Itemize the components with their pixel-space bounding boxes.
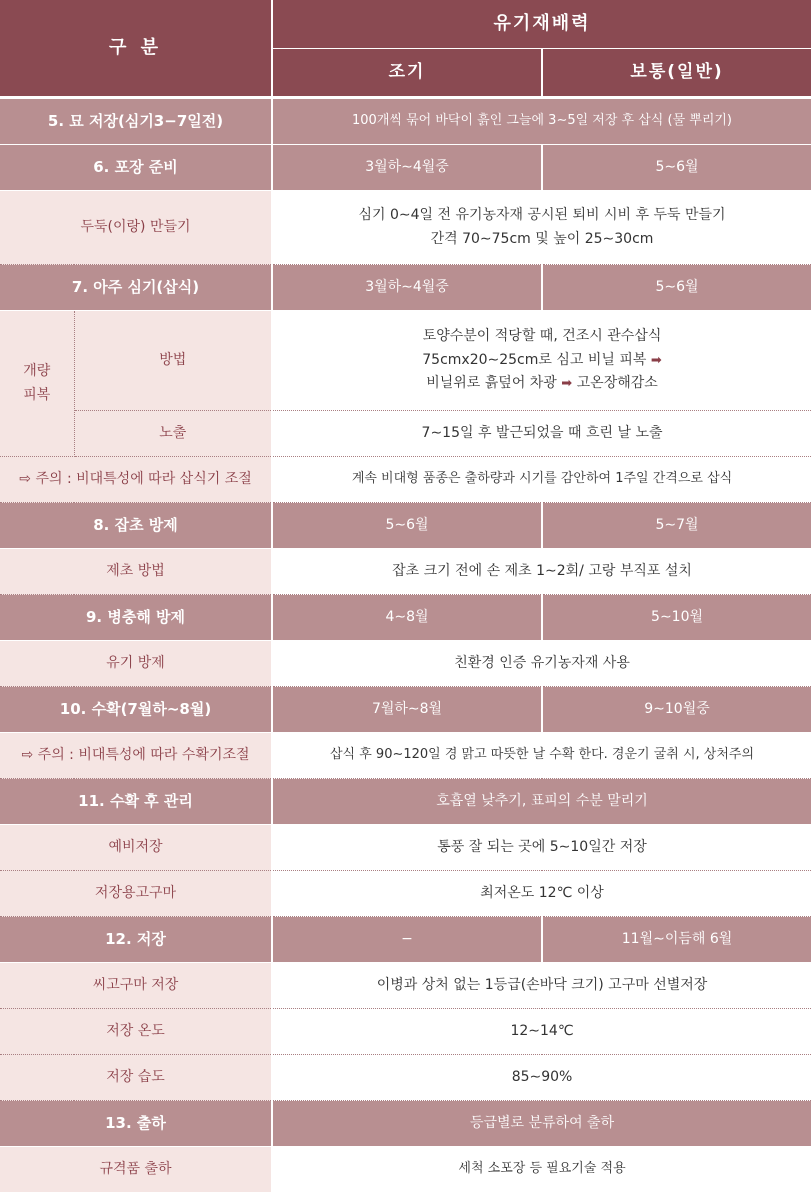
header-row-1 [0, 0, 811, 49]
caution-row [0, 733, 811, 779]
sub-row [0, 311, 811, 411]
sub-label: 예비저장 [0, 825, 272, 871]
caution-label: ⇨ 주의 : 비대특성에 따라 삽식기 조절 [0, 457, 272, 503]
sub-row [0, 1055, 811, 1101]
sub-row [0, 411, 811, 457]
sub-label: 제초 방법 [0, 549, 272, 595]
sub-row [0, 963, 811, 1009]
sub-content-expose: 7∼15일 후 발근되었을 때 흐린 날 노출 [272, 411, 811, 457]
section-label: 12. 저장 [0, 917, 272, 963]
caution-label: ⇨ 주의 : 비대특성에 따라 수확기조절 [0, 733, 272, 779]
sub-row [0, 549, 811, 595]
sub-label: 씨고구마 저장 [0, 963, 272, 1009]
sub-label-method: 방법 [74, 311, 272, 411]
sub-label: 유기 방제 [0, 641, 272, 687]
section-content: 호흡열 낮추기, 표피의 수분 말리기 [272, 779, 811, 825]
content-line: 간격 70∼75cm 및 높이 25∼30cm [273, 228, 811, 252]
content-text: 75cmx20∼25cm로 심고 비닐 피복 [422, 352, 646, 368]
section-row [0, 917, 811, 963]
sub-row [0, 1147, 811, 1192]
section-normal: 5∼6월 [542, 265, 811, 311]
section-early: 7월하∼8월 [272, 687, 542, 733]
right-arrow-icon: ➡ [651, 353, 662, 368]
section-row [0, 503, 811, 549]
sub-label: 저장 온도 [0, 1009, 272, 1055]
header-organic-calendar: 유기재배력 [272, 0, 811, 49]
section-row [0, 779, 811, 825]
section-content: 100개씩 묶어 바닥이 흙인 그늘에 3∼5일 저장 후 삽식 (물 뿌리기) [272, 98, 811, 145]
sub-row [0, 191, 811, 265]
caution-content: 삽식 후 90∼120일 경 맑고 따뜻한 날 수확 한다. 경운기 굴취 시, 상처주의 [272, 733, 811, 779]
header-category: 구 분 [0, 0, 272, 98]
section-early: 4∼8월 [272, 595, 542, 641]
sub-row [0, 871, 811, 917]
section-label: 8. 잡초 방제 [0, 503, 272, 549]
section-row [0, 145, 811, 191]
sub-row [0, 1009, 811, 1055]
section-normal: 5∼6월 [542, 145, 811, 191]
section-label: 10. 수확(7월하∼8월) [0, 687, 272, 733]
section-row [0, 98, 811, 145]
section-label: 9. 병충해 방제 [0, 595, 272, 641]
sub-content: 이병과 상처 없는 1등급(손바닥 크기) 고구마 선별저장 [272, 963, 811, 1009]
group-label-line: 피복 [0, 384, 74, 408]
content-line: 심기 0∼4일 전 유기농자재 공시된 퇴비 시비 후 두둑 만들기 [273, 204, 811, 228]
section-early: − [272, 917, 542, 963]
content-text: 고온장해감소 [577, 375, 658, 391]
section-row [0, 1101, 811, 1147]
section-label: 5. 묘 저장(심기3−7일전) [0, 98, 272, 145]
caution-row [0, 457, 811, 503]
group-label-improved-mulching [0, 311, 74, 457]
section-early: 3월하∼4월중 [272, 265, 542, 311]
sub-label-expose: 노출 [74, 411, 272, 457]
section-early: 5∼6월 [272, 503, 542, 549]
content-line [273, 349, 811, 373]
content-line: 토양수분이 적당할 때, 건조시 관수삽식 [273, 325, 811, 349]
section-content: 등급별로 분류하여 출하 [272, 1101, 811, 1147]
sub-content [272, 191, 811, 265]
sub-content: 통풍 잘 되는 곳에 5∼10일간 저장 [272, 825, 811, 871]
sub-content: 12∼14℃ [272, 1009, 811, 1055]
sub-content: 세척 소포장 등 필요기술 적용 [272, 1147, 811, 1192]
section-normal: 5∼7월 [542, 503, 811, 549]
section-row [0, 595, 811, 641]
sub-content-method [272, 311, 811, 411]
section-label: 7. 아주 심기(삽식) [0, 265, 272, 311]
section-normal: 5∼10월 [542, 595, 811, 641]
section-early: 3월하∼4월중 [272, 145, 542, 191]
sub-label: 규격품 출하 [0, 1147, 272, 1192]
section-normal: 9∼10월중 [542, 687, 811, 733]
section-normal: 11월∼이듬해 6월 [542, 917, 811, 963]
section-label: 11. 수확 후 관리 [0, 779, 272, 825]
sub-label: 두둑(이랑) 만들기 [0, 191, 272, 265]
sub-content: 잡초 크기 전에 손 제초 1∼2회/ 고랑 부직포 설치 [272, 549, 811, 595]
sub-content: 친환경 인증 유기농자재 사용 [272, 641, 811, 687]
sub-label: 저장 습도 [0, 1055, 272, 1101]
sub-label: 저장용고구마 [0, 871, 272, 917]
section-label: 6. 포장 준비 [0, 145, 272, 191]
content-line [273, 372, 811, 396]
header-normal: 보통(일반) [542, 49, 811, 98]
sub-row [0, 825, 811, 871]
section-row [0, 265, 811, 311]
caution-content: 계속 비대형 품종은 출하량과 시기를 감안하여 1주일 간격으로 삽식 [272, 457, 811, 503]
group-label-line: 개량 [0, 360, 74, 384]
sub-content: 최저온도 12℃ 이상 [272, 871, 811, 917]
content-text: 비닐위로 흙덮어 차광 [426, 375, 557, 391]
right-arrow-icon: ➡ [561, 376, 572, 391]
sub-content: 85∼90% [272, 1055, 811, 1101]
section-label: 13. 출하 [0, 1101, 272, 1147]
header-early: 조기 [272, 49, 542, 98]
sub-row [0, 641, 811, 687]
section-row [0, 687, 811, 733]
